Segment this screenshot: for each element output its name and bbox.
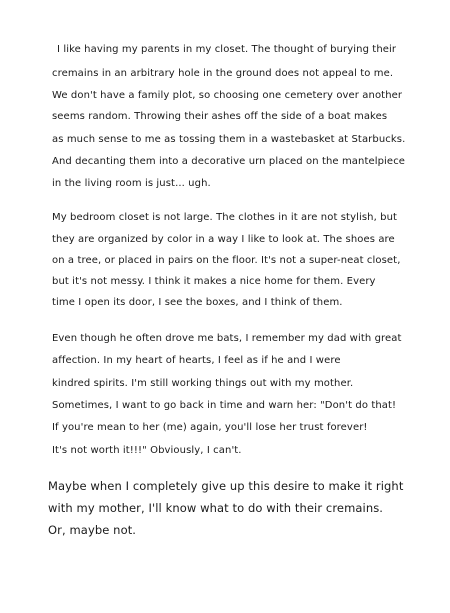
text-line: If you're mean to her (me) again, you'll lose her trust forever! [52,422,368,433]
text-line: they are organized by color in a way I like to look at. The shoes are [52,234,395,245]
text-line: time I open its door, I see the boxes, and I think of them. [52,297,343,308]
text-line: We don't have a family plot, so choosing one cemetery over another [52,90,403,101]
text-line: on a tree, or placed in pairs on the floor. It's not a super-neat closet, [52,255,401,266]
text-line: as much sense to me as tossing them in a wastebasket at Starbucks. [52,134,406,145]
text-line: kindred spirits. I'm still working things out with my mother. [52,378,354,389]
text-line: with my mother, I'll know what to do with their cremains. [48,501,384,515]
text-line: Even though he often drove me bats, I remember my dad with great [52,333,402,344]
text-line: affection. In my heart of hearts, I feel as if he and I were [52,355,341,366]
text-line: And decanting them into a decorative urn placed on the mantelpiece [52,156,406,167]
text-line: It's not worth it!!!" Obviously, I can't. [52,445,242,456]
text-line: in the living room is just... ugh. [52,178,211,189]
text-line: cremains in an arbitrary hole in the ground does not appeal to me. [52,68,394,79]
text-line: Or, maybe not. [48,523,137,537]
text-line: Maybe when I completely give up this desire to make it right [48,479,404,493]
text-line: Sometimes, I want to go back in time and warn her: "Don't do that! [52,400,397,411]
text-line: but it's not messy. I think it makes a nice home for them. Every [52,276,376,287]
text-line: My bedroom closet is not large. The clothes in it are not stylish, but [52,212,398,223]
text-line: seems random. Throwing their ashes off the side of a boat makes [52,111,388,122]
text-line: I like having my parents in my closet. The thought of burying their [57,44,397,55]
